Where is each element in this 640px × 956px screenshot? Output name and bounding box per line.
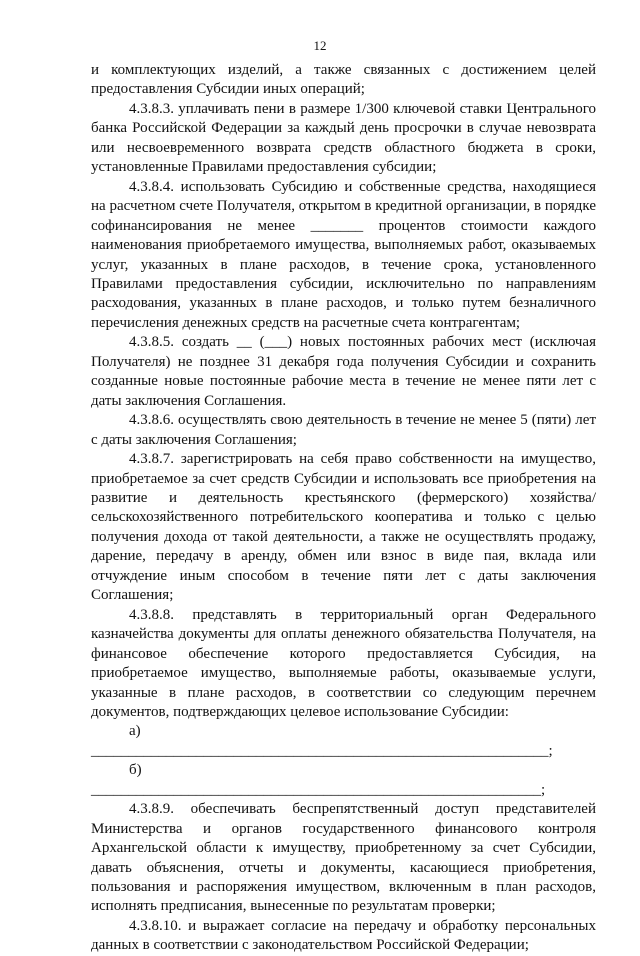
list-item-b: б) ____________________________________________________________; — [91, 762, 546, 798]
paragraph-4-3-8-5: 4.3.8.5. создать __ (___) новых постоянных рабочих мест (исключая Получателя) не позднее 31 декабря года получения Субсидии и сохранить созданные новые постоянные рабочие места в течение не менее пяти лет с даты заключения Соглашения. — [91, 334, 596, 409]
list-item-a: а) _____________________________________________________________; — [91, 723, 553, 759]
paragraph-4-3-8-9: 4.3.8.9. обеспечивать беспрепятственный доступ представителей Министерства и органов государственного финансового контроля Архангельской области к имуществу, приобретенному за счет Субсидии, давать объяснения, отчеты и документы, касающиеся приобретения, пользования и распоряжения имуществом, включенным в план расходов, исполнять предписания, вынесенные по результатам проверки; — [91, 801, 596, 915]
paragraph-4-3-8-7: 4.3.8.7. зарегистрировать на себя право собственности на имущество, приобретаемое за счет средств Субсидии и использовать все приобретения на развитие и деятельность крестьянского (фермерского) хозяйства/сельскохозяйственного потребительского кооператива и только с целью получения дохода от такой деятельности, а также не осуществлять продажу, дарение, передачу в аренду, обмен или взнос в виде пая, вклада или отчуждение иным способом в течение пяти лет с даты заключения Соглашения; — [91, 451, 596, 604]
paragraph-4-3-8-4: 4.3.8.4. использовать Субсидию и собственные средства, находящиеся на расчетном счете Получателя, открытом в кредитной организации, в порядке софинансирования не менее _______ процентов стоимости каждого наименования приобретаемого имущества, выполняемых работ, оказываемых услуг, указанных в плане расходов, в течение срока, установленного Правилами предоставления субсидии, исключительно по направлениям расходования, указанных в плане расходов, и только путем безналичного перечисления денежных средств на расчетные счета контрагентам; — [91, 178, 596, 331]
document-body — [91, 61, 596, 956]
paragraph-4-3-8-6: 4.3.8.6. осуществлять свою деятельность в течение не менее 5 (пяти) лет с даты заключения Соглашения; — [91, 412, 596, 448]
page-number: 12 — [313, 38, 327, 53]
paragraph-4-3-8-8: 4.3.8.8. представлять в территориальный орган Федерального казначейства документы для оплаты денежного обязательства Получателя, на финансовое обеспечение которого предоставляется Субсидия, на приобретаемое имущество, выполняемые работы, оказываемые услуги, указанные в плане расходов, в соответствии со следующим перечнем документов, подтверждающих целевое использование Субсидии: — [91, 606, 596, 720]
paragraph-4-3-8-10: 4.3.8.10. и выражает согласие на передачу и обработку персональных данных в соответствии с законодательством Российской Федерации; — [91, 917, 596, 954]
paragraph-4-3-8-3: 4.3.8.3. уплачивать пени в размере 1/300 ключевой ставки Центрального банка Российской Федерации за каждый день просрочки в случае невозврата или несвоевременного возврата средств областного бюджета в сроки, установленные Правилами предоставления субсидии; — [91, 100, 596, 176]
paragraph-continuation: и комплектующих изделий, а также связанных с достижением целей предоставления Субсидии иных операций; — [91, 62, 596, 98]
